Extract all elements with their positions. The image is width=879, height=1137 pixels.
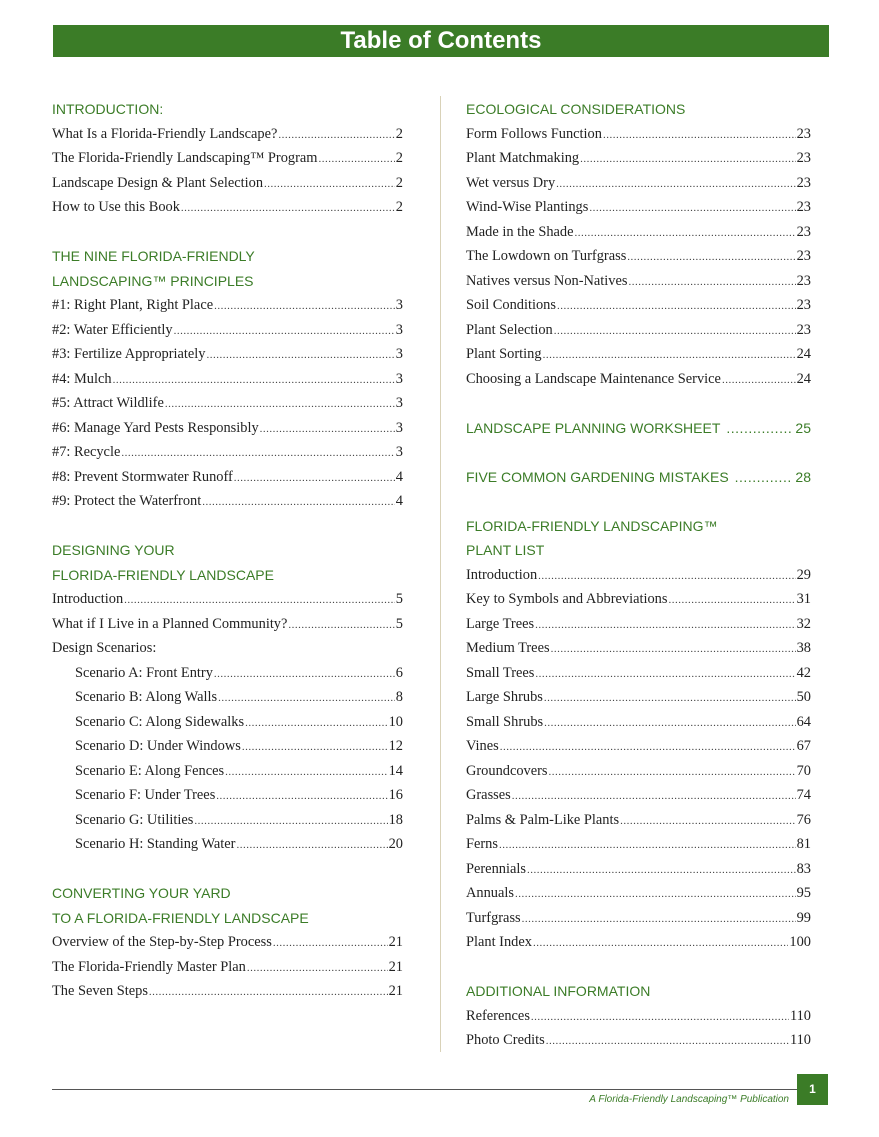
entry-title: #5: Attract Wildlife — [52, 395, 164, 411]
entry-page: 3 — [395, 321, 403, 338]
entry-title: Annuals — [466, 885, 514, 901]
dot-leader — [216, 783, 387, 809]
dot-leader — [620, 808, 796, 834]
entry-page: 23 — [796, 297, 811, 313]
dot-leader — [218, 685, 395, 711]
entry-title: References — [466, 1007, 530, 1024]
entry-title: #7: Recycle — [52, 444, 121, 460]
entry-title: Wet versus Dry — [466, 174, 556, 191]
entry-page: 12 — [388, 738, 403, 754]
entry-page: 18 — [388, 811, 403, 828]
dot-leader — [549, 759, 796, 785]
entry-title: Scenario D: Under Windows — [75, 738, 241, 754]
section-heading: THE NINE FLORIDA-FRIENDLY — [52, 248, 255, 264]
entry-title: Wind-Wise Plantings — [466, 199, 589, 215]
toc-entry[interactable] — [466, 906, 811, 931]
entry-title: FIVE COMMON GARDENING MISTAKES — [466, 468, 729, 485]
entry-page: 64 — [796, 713, 811, 730]
entry-page: 99 — [796, 909, 811, 926]
toc-entry[interactable] — [52, 195, 403, 220]
toc-entry[interactable] — [466, 122, 811, 147]
spacer — [466, 440, 811, 465]
dot-leader — [554, 318, 796, 344]
toc-entry[interactable] — [52, 489, 403, 514]
entry-page: 24 — [796, 370, 811, 387]
toc-entry[interactable] — [466, 587, 811, 612]
toc-subentry[interactable] — [52, 685, 403, 710]
dot-leader — [580, 146, 796, 172]
dot-leader — [264, 171, 395, 197]
dot-leader — [149, 979, 388, 1005]
entry-page: 14 — [388, 762, 403, 779]
section-heading: FLORIDA-FRIENDLY LANDSCAPING™ — [466, 517, 718, 534]
toc-entry[interactable] — [466, 171, 811, 196]
section-heading: ADDITIONAL INFORMATION — [466, 983, 651, 999]
entry-page: 10 — [388, 713, 403, 730]
dot-leader — [557, 293, 796, 319]
entry-page: 95 — [796, 885, 811, 901]
toc-entry[interactable] — [52, 587, 403, 612]
section-heading: CONVERTING YOUR YARD — [52, 885, 231, 901]
toc-section-entry[interactable] — [466, 465, 811, 490]
toc-entry[interactable] — [466, 244, 811, 269]
page-number: 1 — [797, 1074, 828, 1105]
toc-entry[interactable] — [466, 857, 811, 882]
spacer — [52, 220, 403, 245]
toc-entry[interactable] — [466, 1004, 811, 1029]
spacer — [466, 489, 811, 514]
entry-title: Plant Sorting — [466, 346, 542, 362]
entry-title: Scenario G: Utilities — [75, 811, 194, 828]
dot-leader — [556, 171, 795, 197]
entry-title: Ferns — [466, 836, 498, 852]
dot-leader — [544, 685, 796, 711]
toc-entry[interactable] — [52, 367, 403, 392]
dot-leader — [234, 465, 395, 491]
dot-leader — [515, 881, 796, 907]
entry-page: 16 — [388, 787, 403, 803]
dot-leader — [121, 440, 394, 466]
dot-leader — [603, 122, 796, 148]
toc-entry[interactable] — [52, 440, 403, 465]
dot-leader — [500, 734, 796, 760]
toc-entry[interactable] — [52, 416, 403, 441]
entry-page: 5 — [395, 591, 403, 607]
toc-subentry[interactable] — [52, 759, 403, 784]
toc-section-entry[interactable] — [466, 416, 811, 441]
dot-leader — [113, 367, 395, 393]
toc-entry[interactable] — [466, 759, 811, 784]
toc-entry[interactable] — [52, 293, 403, 318]
entry-title: The Florida-Friendly Landscaping™ Program — [52, 150, 318, 166]
entry-title: What Is a Florida-Friendly Landscape? — [52, 125, 278, 142]
section-heading: PLANT LIST — [466, 542, 545, 558]
section-heading: INTRODUCTION: — [52, 101, 164, 117]
entry-title: The Lowdown on Turfgrass — [466, 248, 627, 264]
entry-title: Medium Trees — [466, 640, 550, 656]
toc-entry[interactable] — [52, 146, 403, 171]
toc-entry[interactable] — [466, 563, 811, 588]
page-title: Table of Contents — [53, 25, 829, 57]
footer-publication: A Florida-Friendly Landscaping™ Publication — [589, 1094, 789, 1105]
toc-entry[interactable] — [52, 171, 403, 196]
entry-page: 2 — [395, 150, 403, 166]
entry-page: 4 — [395, 493, 403, 509]
dot-leader — [735, 465, 792, 490]
dot-leader — [531, 1004, 789, 1030]
entry-page: 4 — [395, 468, 403, 485]
toc-entry[interactable] — [466, 710, 811, 735]
dot-leader — [260, 416, 395, 442]
entry-page: 3 — [395, 346, 403, 362]
toc-entry[interactable] — [466, 318, 811, 343]
section-heading: TO A FLORIDA-FRIENDLY LANDSCAPE — [52, 909, 309, 926]
toc-entry[interactable] — [466, 881, 811, 906]
toc-label: Design Scenarios: — [52, 640, 157, 656]
entry-page: 3 — [395, 297, 403, 313]
entry-page: 23 — [796, 223, 811, 240]
entry-page: 28 — [795, 468, 811, 485]
spacer — [52, 514, 403, 539]
entry-title: Overview of the Step-by-Step Process — [52, 934, 272, 950]
dot-leader — [535, 661, 795, 687]
entry-page: 8 — [395, 689, 403, 705]
entry-page: 23 — [796, 321, 811, 338]
dot-leader — [124, 587, 395, 613]
entry-title: #1: Right Plant, Right Place — [52, 297, 214, 313]
entry-title: Scenario H: Standing Water — [75, 836, 236, 852]
entry-title: Landscape Design & Plant Selection — [52, 174, 264, 191]
dot-leader — [202, 489, 395, 515]
toc-subentry[interactable] — [52, 832, 403, 857]
toc-entry[interactable] — [466, 612, 811, 637]
entry-page: 21 — [388, 934, 403, 950]
entry-page: 23 — [796, 174, 811, 191]
dot-leader — [551, 636, 796, 662]
entry-page: 6 — [395, 664, 403, 681]
entry-page: 81 — [796, 836, 811, 852]
toc-right-column — [466, 97, 811, 1053]
dot-leader — [499, 832, 796, 858]
toc-entry[interactable] — [52, 391, 403, 416]
toc-entry[interactable] — [466, 269, 811, 294]
entry-page: 2 — [395, 125, 403, 142]
entry-title: #8: Prevent Stormwater Runoff — [52, 468, 233, 485]
toc-entry[interactable] — [52, 342, 403, 367]
dot-leader — [242, 734, 388, 760]
toc-subentry[interactable] — [52, 661, 403, 686]
toc-entry[interactable] — [466, 1028, 811, 1053]
toc-entry[interactable] — [466, 783, 811, 808]
entry-page: 5 — [395, 615, 403, 632]
toc-entry[interactable] — [466, 146, 811, 171]
entry-page: 2 — [395, 199, 403, 215]
entry-title: Vines — [466, 738, 499, 754]
dot-leader — [247, 955, 388, 981]
dot-leader — [273, 930, 388, 956]
section-heading: DESIGNING YOUR — [52, 542, 175, 558]
dot-leader — [544, 710, 795, 736]
toc-entry[interactable] — [52, 979, 403, 1004]
entry-title: Grasses — [466, 787, 511, 803]
entry-page: 23 — [796, 125, 811, 142]
entry-page: 21 — [388, 983, 403, 999]
entry-page: 38 — [796, 640, 811, 656]
entry-page: 110 — [789, 1032, 811, 1048]
entry-page: 3 — [395, 395, 403, 411]
entry-page: 23 — [796, 199, 811, 215]
toc-entry[interactable] — [52, 122, 403, 147]
section-heading: ECOLOGICAL CONSIDERATIONS — [466, 101, 686, 117]
dot-leader — [535, 612, 796, 638]
toc-entry[interactable] — [466, 930, 811, 955]
entry-title: Plant Index — [466, 934, 532, 950]
dot-leader — [538, 563, 795, 589]
toc-entry[interactable] — [466, 293, 811, 318]
entry-page: 21 — [388, 958, 403, 975]
dot-leader — [214, 661, 395, 687]
dot-leader — [589, 195, 795, 221]
toc-subentry[interactable] — [52, 808, 403, 833]
entry-title: Perennials — [466, 860, 526, 877]
entry-title: Large Trees — [466, 615, 535, 632]
entry-title: Small Trees — [466, 664, 535, 681]
dot-leader — [288, 612, 394, 638]
entry-page: 31 — [796, 591, 811, 607]
entry-page: 29 — [796, 566, 811, 583]
spacer — [466, 955, 811, 980]
entry-page: 24 — [796, 346, 811, 362]
entry-page: 83 — [796, 860, 811, 877]
entry-title: #4: Mulch — [52, 370, 112, 387]
dot-leader — [575, 220, 796, 246]
entry-page: 3 — [395, 444, 403, 460]
entry-title: The Florida-Friendly Master Plan — [52, 958, 246, 975]
entry-title: What if I Live in a Planned Community? — [52, 615, 288, 632]
entry-title: Scenario E: Along Fences — [75, 762, 225, 779]
entry-title: How to Use this Book — [52, 199, 180, 215]
entry-page: 3 — [395, 370, 403, 387]
entry-title: #9: Protect the Waterfront — [52, 493, 202, 509]
entry-page: 32 — [796, 615, 811, 632]
entry-page: 42 — [796, 664, 811, 681]
entry-title: Photo Credits — [466, 1032, 545, 1048]
dot-leader — [522, 906, 796, 932]
toc-entry[interactable] — [466, 832, 811, 857]
entry-title: Scenario C: Along Sidewalks — [75, 713, 245, 730]
entry-page: 23 — [796, 150, 811, 166]
entry-page: 2 — [395, 174, 403, 191]
entry-title: Key to Symbols and Abbreviations — [466, 591, 668, 607]
footer-rule — [52, 1089, 797, 1090]
entry-title: Small Shrubs — [466, 713, 544, 730]
toc-entry[interactable] — [466, 195, 811, 220]
toc-entry[interactable] — [52, 465, 403, 490]
entry-title: Turfgrass — [466, 909, 521, 926]
entry-title: #3: Fertilize Appropriately — [52, 346, 206, 362]
entry-title: Scenario F: Under Trees — [75, 787, 216, 803]
dot-leader — [181, 195, 395, 221]
dot-leader — [214, 293, 395, 319]
entry-page: 50 — [796, 689, 811, 705]
dot-leader — [174, 318, 395, 344]
entry-page: 76 — [796, 811, 811, 828]
toc-entry[interactable] — [466, 734, 811, 759]
entry-title: Palms & Palm-Like Plants — [466, 811, 620, 828]
dot-leader — [245, 710, 388, 736]
entry-page: 23 — [796, 272, 811, 289]
toc-subentry[interactable] — [52, 734, 403, 759]
entry-title: Plant Matchmaking — [466, 150, 580, 166]
section-heading: LANDSCAPING™ PRINCIPLES — [52, 272, 254, 289]
entry-title: Plant Selection — [466, 321, 553, 338]
toc-entry[interactable] — [52, 318, 403, 343]
dot-leader — [225, 759, 388, 785]
toc-subentry[interactable] — [52, 710, 403, 735]
dot-leader — [668, 587, 795, 613]
entry-page: 110 — [789, 1007, 811, 1024]
toc-entry[interactable] — [466, 342, 811, 367]
entry-page: 67 — [796, 738, 811, 754]
dot-leader — [512, 783, 796, 809]
dot-leader — [628, 269, 795, 295]
dot-leader — [726, 416, 791, 441]
section-heading: FLORIDA-FRIENDLY LANDSCAPE — [52, 566, 274, 583]
entry-page: 25 — [795, 419, 811, 436]
entry-page: 20 — [388, 836, 403, 852]
entry-page: 100 — [789, 934, 811, 950]
toc-entry[interactable] — [466, 220, 811, 245]
entry-title: Scenario A: Front Entry — [75, 664, 213, 681]
toc-entry[interactable] — [466, 685, 811, 710]
column-divider — [440, 96, 441, 1052]
entry-title: The Seven Steps — [52, 983, 148, 999]
entry-title: Groundcovers — [466, 762, 548, 779]
dot-leader — [165, 391, 395, 417]
entry-title: Large Shrubs — [466, 689, 543, 705]
toc-entry[interactable] — [466, 367, 811, 392]
dot-leader — [236, 832, 387, 858]
entry-title: #6: Manage Yard Pests Responsibly — [52, 419, 259, 436]
dot-leader — [543, 342, 796, 368]
dot-leader — [627, 244, 795, 270]
entry-page: 70 — [796, 762, 811, 779]
entry-title: LANDSCAPE PLANNING WORKSHEET — [466, 419, 721, 436]
toc-subentry[interactable] — [52, 783, 403, 808]
toc-entry[interactable] — [52, 612, 403, 637]
entry-page: 3 — [395, 419, 403, 436]
entry-title: Form Follows Function — [466, 125, 602, 142]
entry-title: Introduction — [52, 591, 124, 607]
dot-leader — [546, 1028, 789, 1054]
entry-title: #2: Water Efficiently — [52, 321, 173, 338]
dot-leader — [318, 146, 394, 172]
entry-title: Natives versus Non-Natives — [466, 272, 628, 289]
entry-title: Soil Conditions — [466, 297, 556, 313]
toc-entry[interactable] — [52, 930, 403, 955]
entry-title: Made in the Shade — [466, 223, 574, 240]
entry-page: 74 — [796, 787, 811, 803]
entry-title: Scenario B: Along Walls — [75, 689, 218, 705]
spacer — [466, 391, 811, 416]
dot-leader — [278, 122, 394, 148]
dot-leader — [527, 857, 796, 883]
dot-leader — [722, 367, 796, 393]
toc-entry[interactable] — [52, 955, 403, 980]
dot-leader — [194, 808, 387, 834]
dot-leader — [533, 930, 788, 956]
entry-title: Choosing a Landscape Maintenance Service — [466, 370, 721, 387]
toc-entry[interactable] — [466, 808, 811, 833]
entry-title: Introduction — [466, 566, 538, 583]
entry-page: 23 — [796, 248, 811, 264]
spacer — [52, 857, 403, 882]
toc-left-column — [52, 97, 403, 1004]
dot-leader — [206, 342, 394, 368]
toc-entry[interactable] — [466, 636, 811, 661]
toc-entry[interactable] — [466, 661, 811, 686]
